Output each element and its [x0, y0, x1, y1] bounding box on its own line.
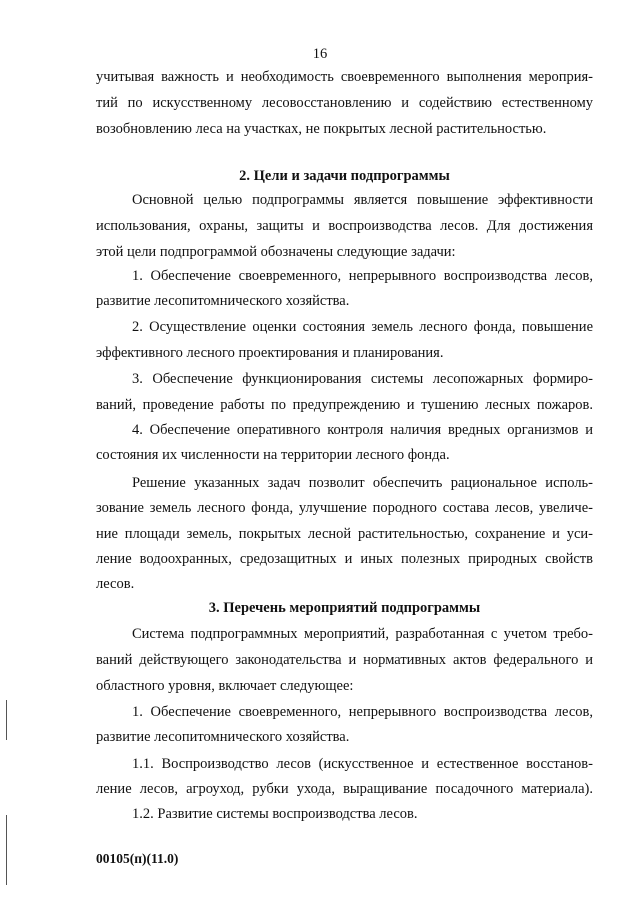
paragraph-line: лесов. [96, 576, 135, 592]
page-number: 16 [312, 46, 328, 62]
list-item: 1. Обеспечение своевременного, непрерывного воспроизводства лесов, [132, 704, 593, 720]
paragraph-line: ление водоохранных, средозащитных и иных полезных природных свойств [96, 551, 593, 567]
scan-edge-line [6, 815, 7, 885]
paragraph-line: состояния их численности на территории лесного фонда. [96, 447, 450, 463]
paragraph-line: ление лесов, агроуход, рубки ухода, выращивание посадочного материала). [96, 781, 593, 797]
list-item: 4. Обеспечение оперативного контроля наличия вредных организмов и [132, 422, 593, 438]
paragraph-line: Основной целью подпрограммы является повышение эффективности [132, 192, 593, 208]
list-item: 1.2. Развитие системы воспроизводства лесов. [132, 806, 418, 822]
paragraph-line: развитие лесопитомнического хозяйства. [96, 293, 350, 309]
document-code: 00105(п)(11.0) [96, 851, 179, 866]
paragraph-line: Система подпрограммных мероприятий, разработанная с учетом требо- [132, 626, 593, 642]
paragraph-line: ваний, проведение работы по предупреждению и тушению лесных пожаров. [96, 397, 593, 413]
list-item: 2. Осуществление оценки состояния земель лесного фонда, повышение [132, 319, 593, 335]
paragraph-line: ние площади земель, покрытых лесной растительностью, сохранение и уси- [96, 526, 593, 542]
paragraph-line: тий по искусственному лесовосстановлению и содействию естественному [96, 95, 593, 111]
paragraph-line: развитие лесопитомнического хозяйства. [96, 729, 350, 745]
section-heading: 3. Перечень мероприятий подпрограммы [208, 600, 481, 616]
paragraph-line: возобновлению леса на участках, не покрытых лесной растительностью. [96, 121, 547, 137]
list-item: 3. Обеспечение функционирования системы лесопожарных формиро- [132, 371, 593, 387]
paragraph-line: учитывая важность и необходимость своевременного выполнения мероприя- [96, 69, 593, 85]
paragraph-line: Решение указанных задач позволит обеспечить рациональное исполь- [132, 475, 593, 491]
list-item: 1.1. Воспроизводство лесов (искусственное и естественное восстанов- [132, 756, 593, 772]
paragraph-line: областного уровня, включает следующее: [96, 678, 354, 694]
section-heading: 2. Цели и задачи подпрограммы [239, 168, 450, 184]
scan-edge-line [6, 700, 7, 740]
paragraph-line: зование земель лесного фонда, улучшение породного состава лесов, увеличе- [96, 500, 593, 516]
paragraph-line: этой цели подпрограммой обозначены следующие задачи: [96, 244, 456, 260]
paragraph-line: использования, охраны, защиты и воспроизводства лесов. Для достижения [96, 218, 593, 234]
paragraph-line: эффективного лесного проектирования и планирования. [96, 345, 444, 361]
paragraph-line: ваний действующего законодательства и нормативных актов федерального и [96, 652, 593, 668]
list-item: 1. Обеспечение своевременного, непрерывного воспроизводства лесов, [132, 268, 593, 284]
